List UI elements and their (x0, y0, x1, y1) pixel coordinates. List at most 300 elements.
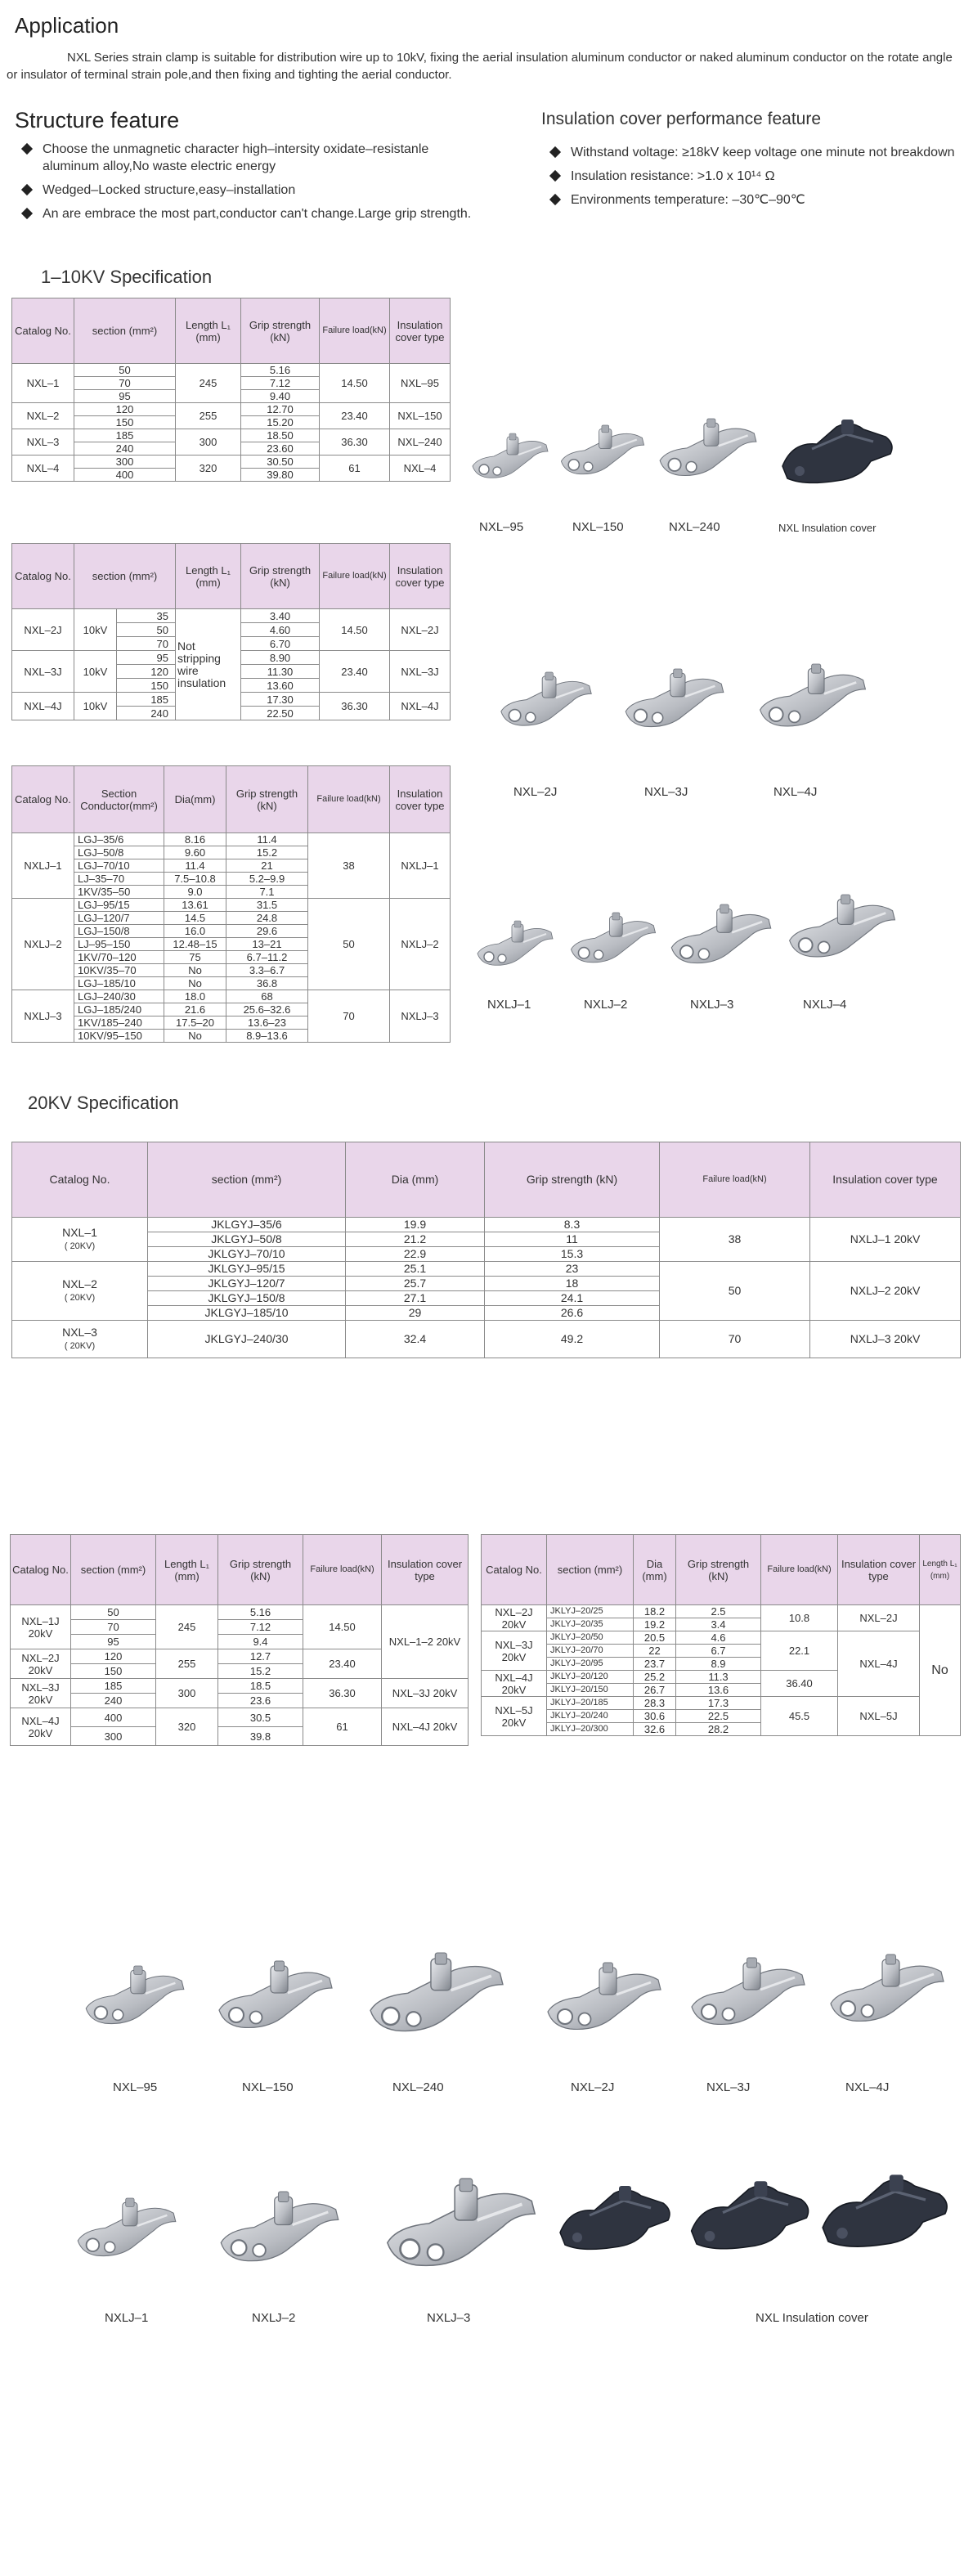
catalog-cell: NXL–3J 20kV (482, 1631, 547, 1671)
grip-cell: 4.6 (676, 1631, 761, 1645)
header-catalog: Catalog No. (12, 298, 74, 364)
conductor-cell: 10KV/35–70 (74, 964, 164, 977)
dia-cell: 21.6 (164, 1003, 226, 1016)
header-insulation: Insulation cover type (390, 766, 451, 833)
dia-cell: 11.4 (164, 859, 226, 873)
section-cell: JKLYJ–20/150 (547, 1684, 634, 1697)
caption-nxl-3j: NXL–3J (644, 785, 688, 799)
grip-cell: 36.8 (226, 977, 308, 990)
catalog-cell: NXLJ–2 (12, 899, 74, 990)
failure-cell: 22.1 (761, 1631, 838, 1671)
table-row (12, 429, 451, 442)
catalog-cell: NXL–4J (12, 693, 74, 720)
dia-cell: 12.48–15 (164, 938, 226, 951)
grip-cell: 8.90 (241, 651, 320, 665)
section-cell: 400 (74, 469, 176, 482)
section-cell: 240 (71, 1694, 156, 1708)
dia-cell: 29 (346, 1306, 485, 1321)
insulation-cell: NXLJ–3 (390, 990, 451, 1043)
header-failure: Failure load(kN) (303, 1535, 382, 1605)
header-grip: Grip strength (kN) (676, 1535, 761, 1605)
header-dia: Dia(mm) (164, 766, 226, 833)
dia-cell: 7.5–10.8 (164, 873, 226, 886)
grip-cell: 13.6–23 (226, 1016, 308, 1030)
insulation-cell: NXL–2J (838, 1605, 920, 1631)
conductor-cell: LGJ–50/8 (74, 846, 164, 859)
caption-nxl-150: NXL–150 (242, 2080, 294, 2094)
catalog-label: NXL–3 (62, 1325, 97, 1339)
insulation-item: Environments temperature: –30℃–90℃ (546, 191, 955, 209)
header-section: section (mm²) (547, 1535, 634, 1605)
voltage-cell: 10kV (74, 651, 117, 693)
table-row (12, 456, 451, 469)
clamp-nxlj-3-icon (667, 904, 775, 972)
grip-cell: 28.2 (676, 1723, 761, 1736)
insulation-item: Withstand voltage: ≥18kV keep voltage one minute not breakdown (546, 144, 955, 161)
length-note-cell: Not stripping wire insulation (176, 609, 241, 720)
catalog-label: NXL–1 (62, 1225, 97, 1239)
clamp-nxl-3j-icon (621, 669, 728, 735)
clamp-nxl-4j-icon (756, 664, 870, 735)
clamp-nxlj-2-icon (216, 2192, 343, 2271)
length-cell: 300 (176, 429, 241, 456)
dia-cell: 27.1 (346, 1291, 485, 1306)
insulation-cell: NXL–1–2 20kV (382, 1605, 469, 1679)
caption-nxl-95: NXL–95 (113, 2080, 158, 2094)
header-grip: Grip strength (kN) (218, 1535, 303, 1605)
grip-cell: 3.4 (676, 1618, 761, 1631)
grip-cell: 7.12 (218, 1620, 303, 1635)
grip-cell: 2.5 (676, 1605, 761, 1618)
section-cell: 50 (71, 1605, 156, 1620)
section-cell: 70 (74, 377, 176, 390)
grip-cell: 17.30 (241, 693, 320, 707)
section-cell: JKLGYJ–95/15 (148, 1262, 346, 1277)
section-cell: JKLGYJ–50/8 (148, 1232, 346, 1247)
dia-cell: 19.9 (346, 1218, 485, 1232)
insulation-cell: NXL–95 (390, 364, 451, 403)
failure-cell: 38 (660, 1218, 810, 1262)
caption-insulation-cover: NXL Insulation cover (756, 2311, 868, 2325)
spec-table-jklyj-20kv (481, 1534, 961, 1736)
header-insulation: Insulation cover type (838, 1535, 920, 1605)
table-row (482, 1697, 961, 1710)
caption-nxl-2j: NXL–2J (571, 2080, 615, 2094)
grip-cell: 5.2–9.9 (226, 873, 308, 886)
catalog-sub-label: ( 20KV) (64, 1241, 96, 1251)
table-row (12, 364, 451, 377)
failure-cell: 14.50 (320, 609, 390, 651)
grip-cell: 68 (226, 990, 308, 1003)
section-cell: 240 (117, 707, 176, 720)
clamp-nxl-95-icon (469, 433, 551, 484)
caption-nxl-4j: NXL–4J (845, 2080, 890, 2094)
header-length: Length L₁ (mm) (176, 544, 241, 609)
header-section: section (mm²) (71, 1535, 156, 1605)
dia-cell: 32.6 (634, 1723, 676, 1736)
section-cell: JKLYJ–20/240 (547, 1710, 634, 1723)
grip-cell: 18 (485, 1277, 660, 1291)
failure-cell: 70 (660, 1321, 810, 1358)
conductor-cell: LGJ–185/10 (74, 977, 164, 990)
spec-table-nxl-j (11, 543, 451, 720)
failure-cell: 61 (303, 1708, 382, 1746)
grip-cell: 24.1 (485, 1291, 660, 1306)
grip-cell: 23.60 (241, 442, 320, 456)
dia-cell: No (164, 964, 226, 977)
dia-cell: 20.5 (634, 1631, 676, 1645)
length-cell: 320 (156, 1708, 218, 1746)
dia-cell: 16.0 (164, 925, 226, 938)
grip-cell: 15.2 (226, 846, 308, 859)
header-catalog: Catalog No. (12, 766, 74, 833)
section-cell: 185 (74, 429, 176, 442)
catalog-cell: NXL–3 (12, 429, 74, 456)
grip-cell: 8.3 (485, 1218, 660, 1232)
insulation-cell: NXL–240 (390, 429, 451, 456)
catalog-cell: NXL–1 (12, 364, 74, 403)
insulation-cell: NXL–150 (390, 403, 451, 429)
catalog-sub-label: ( 20KV) (64, 1340, 96, 1351)
header-insulation: Insulation cover type (390, 544, 451, 609)
table-row (12, 1262, 961, 1277)
failure-cell: 14.50 (320, 364, 390, 403)
dia-cell: 9.0 (164, 886, 226, 899)
catalog-cell: NXL–3J (12, 651, 74, 693)
grip-cell: 8.9 (676, 1658, 761, 1671)
clamp-nxl-2j-icon (543, 1963, 666, 2039)
insulation-cell: NXL–4J 20kV (382, 1708, 469, 1746)
table-row (12, 609, 451, 623)
grip-cell: 3.3–6.7 (226, 964, 308, 977)
header-length: Length L₁ (mm) (920, 1535, 961, 1605)
section-cell: JKLYJ–20/120 (547, 1671, 634, 1684)
dia-cell: 19.2 (634, 1618, 676, 1631)
failure-cell: 61 (320, 456, 390, 482)
conductor-cell: 10KV/95–150 (74, 1030, 164, 1043)
length-cell: 300 (156, 1679, 218, 1708)
insulation-cell: NXL–3J (390, 651, 451, 693)
insulation-list (546, 144, 955, 215)
grip-cell: 15.3 (485, 1247, 660, 1262)
section-cell: JKLYJ–20/95 (547, 1658, 634, 1671)
section-cell: JKLGYJ–185/10 (148, 1306, 346, 1321)
table-row (11, 1605, 469, 1620)
header-section: section (mm²) (74, 298, 176, 364)
dia-cell: 18.0 (164, 990, 226, 1003)
grip-cell: 23 (485, 1262, 660, 1277)
spec-table-nxl (11, 298, 451, 482)
dia-cell: 22 (634, 1645, 676, 1658)
application-title: Application (15, 13, 119, 38)
dia-cell: 32.4 (346, 1321, 485, 1358)
header-grip: Grip strength (kN) (485, 1142, 660, 1218)
length-cell: No (920, 1605, 961, 1736)
failure-cell: 23.40 (320, 403, 390, 429)
catalog-cell: NXL–4J 20kV (11, 1708, 71, 1746)
section-cell: JKLYJ–20/35 (547, 1618, 634, 1631)
section-cell: 120 (71, 1649, 156, 1664)
grip-cell: 5.16 (241, 364, 320, 377)
dia-cell: 21.2 (346, 1232, 485, 1247)
clamp-nxl-150-icon (558, 425, 648, 481)
section-cell: 150 (74, 416, 176, 429)
caption-nxl-4j: NXL–4J (773, 785, 818, 799)
section-cell: 95 (71, 1635, 156, 1649)
diamond-bullet-icon (549, 194, 561, 205)
spec-table-nxlj (11, 765, 451, 1043)
section-cell: 120 (117, 665, 176, 679)
section-cell: 70 (71, 1620, 156, 1635)
catalog-cell: NXL–2 (12, 403, 74, 429)
grip-cell: 25.6–32.6 (226, 1003, 308, 1016)
header-section: section (mm²) (74, 544, 176, 609)
grip-cell: 49.2 (485, 1321, 660, 1358)
header-failure: Failure load(kN) (761, 1535, 838, 1605)
caption-nxl-240: NXL–240 (669, 520, 720, 534)
section-cell: JKLYJ–20/50 (547, 1631, 634, 1645)
section-cell: 35 (117, 609, 176, 623)
dia-cell: 30.6 (634, 1710, 676, 1723)
grip-cell: 24.8 (226, 912, 308, 925)
caption-nxl-240: NXL–240 (392, 2080, 444, 2094)
header-catalog: Catalog No. (482, 1535, 547, 1605)
header-grip: Grip strength (kN) (226, 766, 308, 833)
conductor-cell: LGJ–185/240 (74, 1003, 164, 1016)
caption-nxlj-4: NXLJ–4 (803, 998, 847, 1012)
diamond-bullet-icon (549, 146, 561, 158)
insulation-cover-icon (775, 417, 898, 491)
grip-cell: 12.70 (241, 403, 320, 416)
failure-cell: 10.8 (761, 1605, 838, 1631)
header-length: Length L₁ (mm) (176, 298, 241, 364)
grip-cell: 13.6 (676, 1684, 761, 1697)
section-cell: 95 (74, 390, 176, 403)
table-row (12, 1218, 961, 1232)
dia-cell: 17.5–20 (164, 1016, 226, 1030)
dia-cell: 14.5 (164, 912, 226, 925)
header-insulation: Insulation cover type (810, 1142, 961, 1218)
section-cell: 150 (71, 1664, 156, 1679)
insulation-cell: NXL–4J (838, 1631, 920, 1697)
catalog-cell (12, 1321, 148, 1358)
clamp-nxl-240-icon (365, 1953, 509, 2042)
conductor-cell: LGJ–95/15 (74, 899, 164, 912)
grip-cell: 6.7–11.2 (226, 951, 308, 964)
dia-cell: 23.7 (634, 1658, 676, 1671)
length-cell: 245 (156, 1605, 218, 1649)
insulation-cover-icon (814, 2172, 953, 2255)
conductor-cell: 1KV/185–240 (74, 1016, 164, 1030)
grip-cell: 21 (226, 859, 308, 873)
table-row (11, 1679, 469, 1694)
dia-cell: No (164, 1030, 226, 1043)
section-cell: 50 (117, 623, 176, 637)
clamp-nxl-4j-icon (826, 1954, 948, 2031)
section-cell: 240 (74, 442, 176, 456)
clamp-nxl-240-icon (656, 419, 760, 483)
spec-table-20kv (11, 1142, 961, 1358)
catalog-cell: NXL–4J 20kV (482, 1671, 547, 1697)
header-length: Length L₁ (mm) (156, 1535, 218, 1605)
structure-title: Structure feature (15, 108, 180, 132)
catalog-cell: NXL–4 (12, 456, 74, 482)
failure-cell: 70 (308, 990, 390, 1043)
catalog-cell: NXL–5J 20kV (482, 1697, 547, 1736)
section-cell: JKLYJ–20/185 (547, 1697, 634, 1710)
voltage-cell: 10kV (74, 609, 117, 651)
section-cell: JKLGYJ–240/30 (148, 1321, 346, 1358)
failure-cell: 14.50 (303, 1605, 382, 1649)
section-cell: JKLGYJ–150/8 (148, 1291, 346, 1306)
insulation-cover-icon (553, 2183, 675, 2257)
dia-cell: 9.60 (164, 846, 226, 859)
header-section-conductor: Section Conductor(mm²) (74, 766, 164, 833)
dia-cell: 25.2 (634, 1671, 676, 1684)
application-text: NXL Series strain clamp is suitable for distribution wire up to 10kV, fixing the aerial insulation aluminum conductor or naked aluminum conductor on the rotate angle or insulator of terminal strain pole,and then fixing and tighting the aerial conductor. (7, 51, 953, 82)
insulation-cell: NXLJ–1 (390, 833, 451, 899)
dia-cell: 28.3 (634, 1697, 676, 1710)
section-cell: 50 (74, 364, 176, 377)
grip-cell: 29.6 (226, 925, 308, 938)
catalog-cell (12, 1218, 148, 1262)
dia-cell: No (164, 977, 226, 990)
insulation-item: Insulation resistance: >1.0 x 10¹⁴ Ω (546, 168, 955, 185)
section-cell: 300 (71, 1727, 156, 1746)
section-cell: 95 (117, 651, 176, 665)
insulation-cell: NXL–5J (838, 1697, 920, 1736)
diamond-bullet-icon (21, 184, 33, 195)
caption-nxl-2j: NXL–2J (513, 785, 558, 799)
failure-cell: 36.40 (761, 1671, 838, 1697)
grip-cell: 11.30 (241, 665, 320, 679)
grip-cell: 4.60 (241, 623, 320, 637)
section-cell: JKLYJ–20/70 (547, 1645, 634, 1658)
dia-cell: 18.2 (634, 1605, 676, 1618)
diamond-bullet-icon (21, 208, 33, 219)
insulation-cell: NXL–2J (390, 609, 451, 651)
caption-nxl-3j: NXL–3J (706, 2080, 751, 2094)
grip-cell: 26.6 (485, 1306, 660, 1321)
failure-cell: 36.30 (320, 429, 390, 456)
grip-cell: 17.3 (676, 1697, 761, 1710)
structure-item: An are embrace the most part,conductor can't change.Large grip strength. (18, 205, 484, 222)
insulation-cover-icon (684, 2179, 814, 2257)
table-row (482, 1631, 961, 1645)
catalog-cell: NXL–1J 20kV (11, 1605, 71, 1649)
section-cell: 400 (71, 1708, 156, 1727)
header-catalog: Catalog No. (12, 544, 74, 609)
clamp-nxlj-3-icon (381, 2179, 541, 2278)
grip-cell: 18.50 (241, 429, 320, 442)
grip-cell: 30.50 (241, 456, 320, 469)
grip-cell: 31.5 (226, 899, 308, 912)
insulation-cell: NXLJ–2 (390, 899, 451, 990)
grip-cell: 30.5 (218, 1708, 303, 1727)
header-dia: Dia (mm) (346, 1142, 485, 1218)
failure-cell: 23.40 (320, 651, 390, 693)
grip-cell: 12.7 (218, 1649, 303, 1664)
failure-cell: 36.30 (320, 693, 390, 720)
caption-nxlj-1: NXLJ–1 (105, 2311, 149, 2325)
grip-cell: 9.4 (218, 1635, 303, 1649)
failure-cell: 38 (308, 833, 390, 899)
grip-cell: 9.40 (241, 390, 320, 403)
conductor-cell: LGJ–150/8 (74, 925, 164, 938)
caption-nxl-150: NXL–150 (572, 520, 624, 534)
conductor-cell: LGJ–240/30 (74, 990, 164, 1003)
table-row (12, 1321, 961, 1358)
failure-cell: 50 (308, 899, 390, 990)
grip-cell: 11.4 (226, 833, 308, 846)
voltage-cell: 10kV (74, 693, 117, 720)
insulation-cell: NXLJ–3 20kV (810, 1321, 961, 1358)
header-failure: Failure load(kN) (320, 544, 390, 609)
table-row (482, 1605, 961, 1618)
header-insulation: Insulation cover type (382, 1535, 469, 1605)
catalog-cell: NXL–3J 20kV (11, 1679, 71, 1708)
grip-cell: 22.50 (241, 707, 320, 720)
conductor-cell: LGJ–70/10 (74, 859, 164, 873)
grip-cell: 3.40 (241, 609, 320, 623)
catalog-sub-label: ( 20KV) (64, 1292, 96, 1303)
length-cell: 320 (176, 456, 241, 482)
section-cell: 300 (74, 456, 176, 469)
section-cell: JKLYJ–20/25 (547, 1605, 634, 1618)
table-row (12, 403, 451, 416)
spec-table-nxl-j-20kv (10, 1534, 469, 1746)
grip-cell: 11 (485, 1232, 660, 1247)
header-failure: Failure load(kN) (308, 766, 390, 833)
spec-20kv-title: 20KV Specification (28, 1093, 179, 1113)
catalog-cell: NXL–2J 20kV (482, 1605, 547, 1631)
catalog-cell: NXLJ–3 (12, 990, 74, 1043)
conductor-cell: 1KV/70–120 (74, 951, 164, 964)
section-cell: JKLYJ–20/300 (547, 1723, 634, 1736)
failure-cell: 23.40 (303, 1649, 382, 1679)
catalog-cell: NXL–2J (12, 609, 74, 651)
clamp-nxl-150-icon (214, 1961, 337, 2037)
insulation-cell: NXLJ–2 20kV (810, 1262, 961, 1321)
grip-cell: 13.60 (241, 679, 320, 693)
failure-cell: 45.5 (761, 1697, 838, 1736)
dia-cell: 22.9 (346, 1247, 485, 1262)
dia-cell: 8.16 (164, 833, 226, 846)
header-grip: Grip strength (kN) (241, 298, 320, 364)
grip-cell: 11.3 (676, 1671, 761, 1684)
grip-cell: 13–21 (226, 938, 308, 951)
structure-item: Choose the unmagnetic character high–intersity oxidate–resistanle aluminum alloy,No waste electric energy (18, 141, 484, 175)
grip-cell: 18.5 (218, 1679, 303, 1694)
section-cell: JKLGYJ–120/7 (148, 1277, 346, 1291)
diamond-bullet-icon (21, 143, 33, 155)
header-insulation: Insulation cover type (390, 298, 451, 364)
grip-cell: 6.70 (241, 637, 320, 651)
header-catalog: Catalog No. (12, 1142, 148, 1218)
length-cell: 255 (176, 403, 241, 429)
grip-cell: 23.6 (218, 1694, 303, 1708)
insulation-cell: NXL–4 (390, 456, 451, 482)
clamp-nxl-95-icon (82, 1966, 188, 2032)
insulation-title: Insulation cover performance feature (541, 110, 822, 128)
table-row (12, 833, 451, 846)
clamp-nxlj-1-icon (474, 921, 556, 972)
caption-nxlj-2: NXLJ–2 (584, 998, 628, 1012)
structure-list (18, 141, 484, 229)
failure-cell: 36.30 (303, 1679, 382, 1708)
diamond-bullet-icon (549, 170, 561, 182)
caption-nxlj-3: NXLJ–3 (690, 998, 734, 1012)
